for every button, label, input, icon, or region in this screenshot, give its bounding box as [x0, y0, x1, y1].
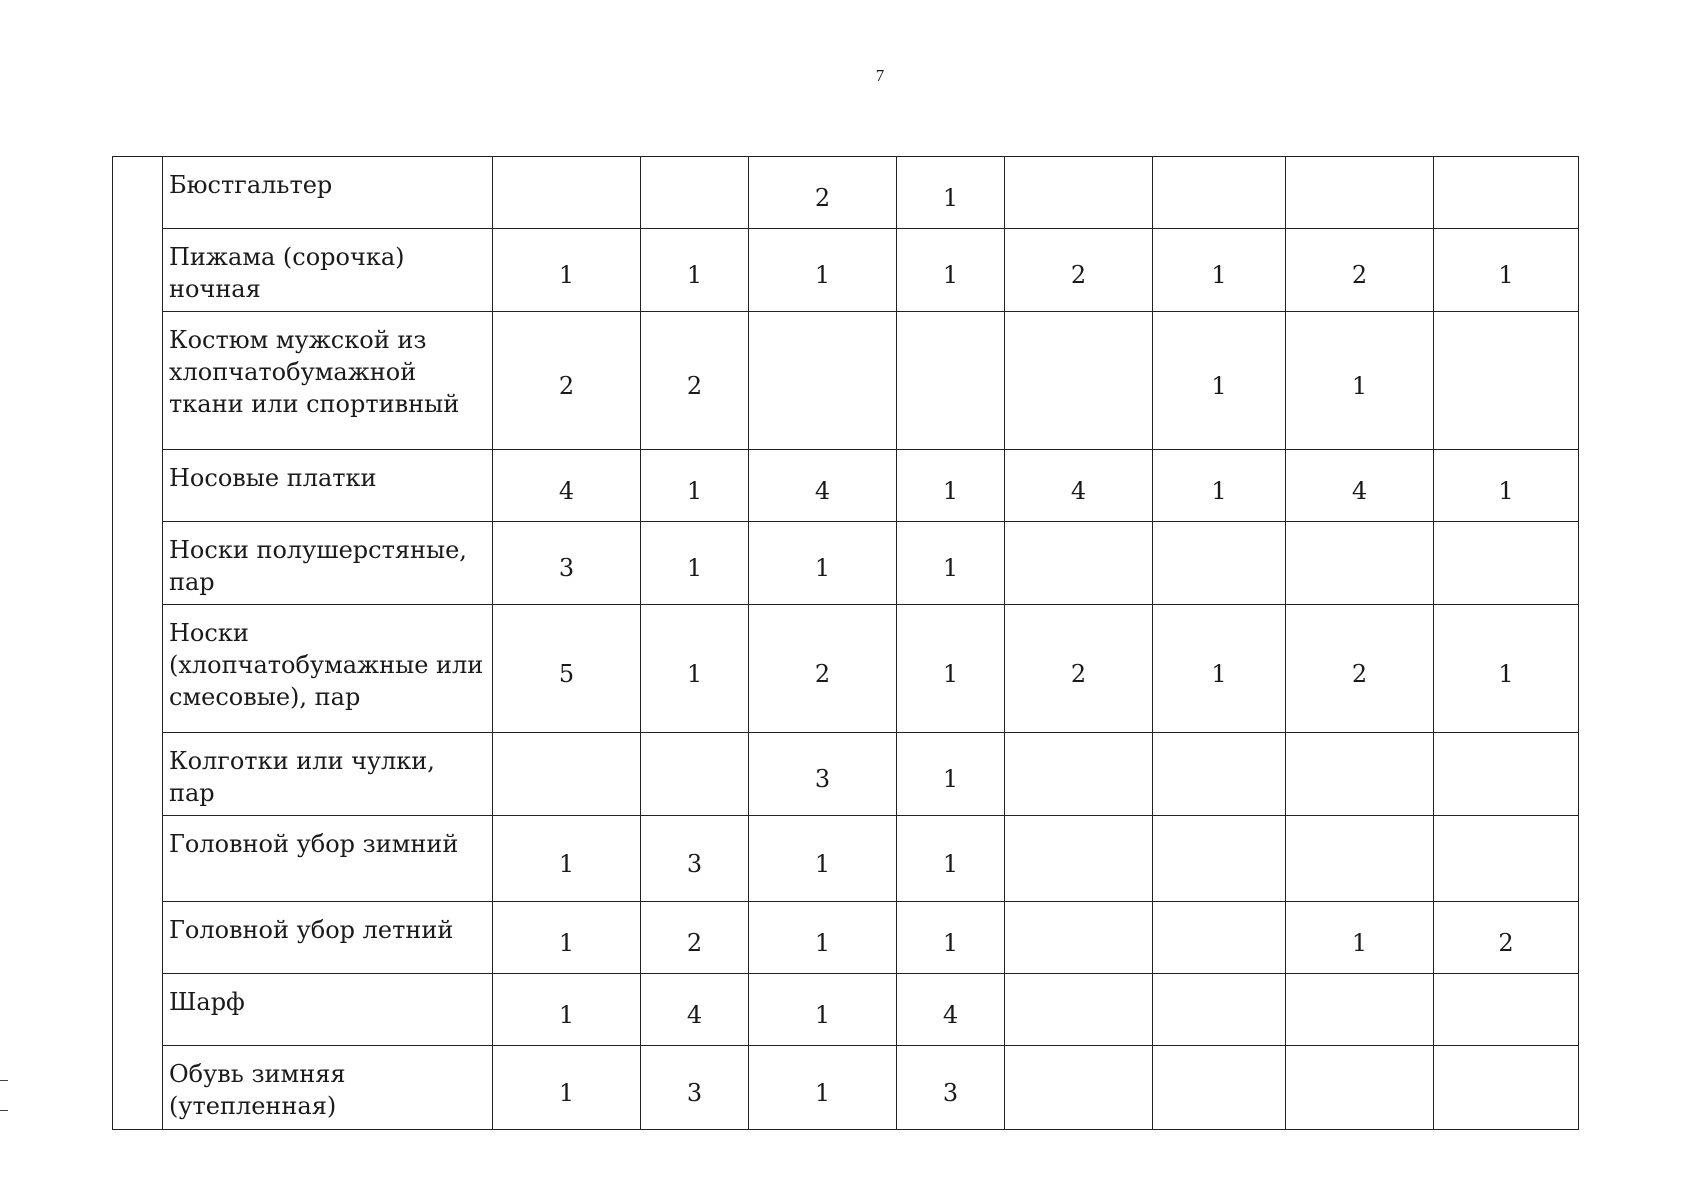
- quantity-cell: [1286, 157, 1434, 229]
- quantity-cell: [1005, 816, 1153, 902]
- quantity-cell: 2: [749, 605, 897, 733]
- quantity-cell: 1: [1286, 312, 1434, 450]
- quantity-cell: [1153, 522, 1286, 605]
- clothing-norms-table: [112, 156, 1579, 1130]
- quantity-cell: [749, 312, 897, 450]
- quantity-cell: 1: [1434, 450, 1579, 522]
- item-name-cell: Обувь зимняя (утепленная): [163, 1046, 493, 1130]
- item-name-cell: Пижама (сорочка) ночная: [163, 229, 493, 312]
- quantity-cell: [1153, 902, 1286, 974]
- quantity-cell: [1005, 312, 1153, 450]
- quantity-cell: 1: [493, 974, 641, 1046]
- quantity-cell: [1005, 522, 1153, 605]
- table-row: [113, 605, 1579, 733]
- quantity-cell: 1: [897, 229, 1005, 312]
- quantity-cell: 1: [749, 974, 897, 1046]
- quantity-cell: 1: [749, 902, 897, 974]
- item-name-cell: Костюм мужской из хлопчатобумажной ткани или спортивный: [163, 312, 493, 450]
- quantity-cell: [1153, 1046, 1286, 1130]
- quantity-cell: 1: [749, 816, 897, 902]
- quantity-cell: 3: [641, 816, 749, 902]
- table-row: [113, 733, 1579, 816]
- item-name-cell: Головной убор летний: [163, 902, 493, 974]
- quantity-cell: 1: [493, 229, 641, 312]
- quantity-cell: 1: [641, 229, 749, 312]
- quantity-cell: 1: [493, 816, 641, 902]
- quantity-cell: [897, 312, 1005, 450]
- quantity-cell: [1434, 522, 1579, 605]
- table-row: [113, 522, 1579, 605]
- quantity-cell: 2: [1286, 605, 1434, 733]
- quantity-cell: [1434, 157, 1579, 229]
- quantity-cell: 1: [1286, 902, 1434, 974]
- quantity-cell: 5: [493, 605, 641, 733]
- quantity-cell: [1153, 974, 1286, 1046]
- item-name-cell: Носки (хлопчатобумажные или смесовые), пар: [163, 605, 493, 733]
- quantity-cell: [1434, 816, 1579, 902]
- quantity-cell: [1434, 974, 1579, 1046]
- empty-index-column: [113, 157, 163, 1130]
- quantity-cell: [1153, 157, 1286, 229]
- page-number: 7: [875, 66, 885, 85]
- quantity-cell: 4: [493, 450, 641, 522]
- quantity-cell: 2: [1005, 229, 1153, 312]
- quantity-cell: [1286, 974, 1434, 1046]
- quantity-cell: [1286, 816, 1434, 902]
- quantity-cell: 1: [1153, 450, 1286, 522]
- quantity-cell: 3: [897, 1046, 1005, 1130]
- quantity-cell: [1286, 1046, 1434, 1130]
- quantity-cell: 1: [749, 229, 897, 312]
- quantity-cell: 2: [1005, 605, 1153, 733]
- quantity-cell: 2: [641, 902, 749, 974]
- quantity-cell: 3: [493, 522, 641, 605]
- quantity-cell: [1434, 733, 1579, 816]
- table-row: [113, 816, 1579, 902]
- quantity-cell: 1: [897, 816, 1005, 902]
- quantity-cell: [1005, 1046, 1153, 1130]
- quantity-cell: 3: [641, 1046, 749, 1130]
- quantity-cell: 1: [897, 733, 1005, 816]
- edge-mark: [0, 1110, 8, 1111]
- quantity-cell: 1: [1153, 605, 1286, 733]
- table-row: [113, 974, 1579, 1046]
- quantity-cell: 2: [641, 312, 749, 450]
- quantity-cell: 4: [897, 974, 1005, 1046]
- table-row: [113, 1046, 1579, 1130]
- quantity-cell: 1: [897, 902, 1005, 974]
- quantity-cell: 4: [641, 974, 749, 1046]
- table-body: [113, 157, 1579, 1130]
- item-name-cell: Носовые платки: [163, 450, 493, 522]
- edge-mark: [0, 1080, 8, 1081]
- quantity-cell: [641, 733, 749, 816]
- quantity-cell: 1: [493, 1046, 641, 1130]
- quantity-cell: 2: [1434, 902, 1579, 974]
- quantity-cell: 1: [493, 902, 641, 974]
- quantity-cell: [1434, 312, 1579, 450]
- quantity-cell: 1: [641, 522, 749, 605]
- table-row: [113, 902, 1579, 974]
- quantity-cell: [1153, 816, 1286, 902]
- quantity-cell: 1: [641, 605, 749, 733]
- table-row: [113, 312, 1579, 450]
- quantity-cell: [1005, 733, 1153, 816]
- table-row: [113, 157, 1579, 229]
- quantity-cell: 1: [749, 1046, 897, 1130]
- quantity-cell: [1434, 1046, 1579, 1130]
- quantity-cell: [1005, 157, 1153, 229]
- quantity-cell: [1005, 974, 1153, 1046]
- quantity-cell: 1: [897, 157, 1005, 229]
- quantity-cell: 1: [897, 605, 1005, 733]
- quantity-cell: [493, 733, 641, 816]
- quantity-cell: 1: [1434, 605, 1579, 733]
- table-row: [113, 229, 1579, 312]
- quantity-cell: 1: [1153, 229, 1286, 312]
- quantity-cell: 1: [1434, 229, 1579, 312]
- item-name-cell: Колготки или чулки, пар: [163, 733, 493, 816]
- quantity-cell: 2: [749, 157, 897, 229]
- quantity-cell: 2: [493, 312, 641, 450]
- quantity-cell: 1: [749, 522, 897, 605]
- quantity-cell: [1286, 733, 1434, 816]
- quantity-cell: [1005, 902, 1153, 974]
- quantity-cell: 4: [1286, 450, 1434, 522]
- quantity-cell: 1: [1153, 312, 1286, 450]
- item-name-cell: Носки полушерстяные, пар: [163, 522, 493, 605]
- quantity-cell: [493, 157, 641, 229]
- quantity-cell: 1: [641, 450, 749, 522]
- quantity-cell: 1: [897, 450, 1005, 522]
- quantity-cell: 2: [1286, 229, 1434, 312]
- quantity-cell: [1153, 733, 1286, 816]
- table-row: [113, 450, 1579, 522]
- quantity-cell: 3: [749, 733, 897, 816]
- item-name-cell: Бюстгальтер: [163, 157, 493, 229]
- quantity-cell: 4: [749, 450, 897, 522]
- quantity-cell: [1286, 522, 1434, 605]
- quantity-cell: 1: [897, 522, 1005, 605]
- item-name-cell: Шарф: [163, 974, 493, 1046]
- item-name-cell: Головной убор зимний: [163, 816, 493, 902]
- quantity-cell: [641, 157, 749, 229]
- quantity-cell: 4: [1005, 450, 1153, 522]
